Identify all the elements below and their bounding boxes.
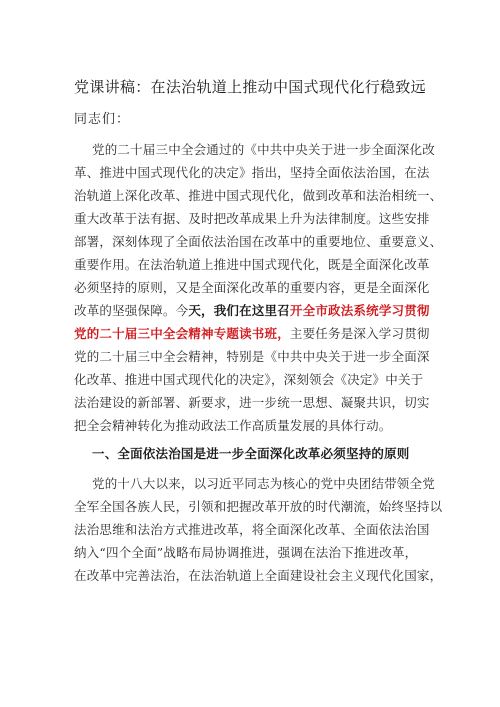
paragraph-line: 重要作用。在法治轨道上推进中国式现代化，既是全面深化改革	[74, 257, 430, 272]
paragraph-line: 法治建设的新部署、新要求，进一步统一思想、凝聚共识，切实	[74, 395, 430, 410]
paragraph-text: 主要任务是深入学习贯彻	[289, 326, 430, 341]
paragraph-line: 党的二十届三中全会通过的《中共中央关于进一步全面深化改	[92, 142, 435, 157]
paragraph-line: 党的十八大以来，以习近平同志为核心的党中央团结带领全党	[92, 476, 435, 491]
paragraph-line	[74, 301, 430, 319]
paragraph-line: 法治思维和法治方式推进改革，将全面深化改革、全面依法治国	[74, 522, 430, 537]
highlight-text: 党的二十届三中全会精神专题读书班，	[74, 326, 290, 341]
page-title: 党课讲稿：在法治轨道上推动中国式现代化行稳致远	[74, 78, 426, 96]
paragraph-line: 全军全国各族人民，引领和把握改革开放的时代潮流，始终坚持以	[74, 499, 443, 514]
paragraph-line: 党的二十届三中全会精神，特别是《中共中央关于进一步全面深	[74, 349, 430, 364]
greeting: 同志们：	[74, 112, 131, 127]
emphasis-text: 天，我们在这里召	[188, 303, 290, 318]
paragraph-line: 化改革、推进中国式现代化的决定》，深刻领会《决定》中关于	[74, 372, 424, 387]
paragraph-line: 纳入“四个全面”战略布局协调推进，强调在法治下推进改革，	[74, 545, 418, 560]
paragraph-line: 把全会精神转化为推动政法工作高质量发展的具体行动。	[74, 418, 392, 433]
paragraph-line: 在改革中完善法治，在法治轨道上全面建设社会主义现代化国家，	[74, 568, 443, 583]
paragraph-line: 重大改革于法有据、及时把改革成果上升为法律制度。这些安排	[74, 211, 430, 226]
paragraph-line: 部署，深刻体现了全面依法治国在改革中的重要地位、重要意义、	[74, 234, 443, 249]
section-heading: 一、全面依法治国是进一步全面深化改革必须坚持的原则	[92, 446, 410, 461]
paragraph-line: 治轨道上深化改革、推进中国式现代化，做到改革和法治相统一、	[74, 188, 443, 203]
highlight-text: 开全市政法系统学习贯彻	[289, 303, 430, 318]
paragraph-line: 必须坚持的原则，又是全面深化改革的重要内容，更是全面深化	[74, 280, 430, 295]
paragraph-text: 改革的坚强保障。今	[74, 303, 189, 318]
paragraph-line: 革、推进中国式现代化的决定》指出，坚持全面依法治国，在法	[74, 165, 430, 180]
paragraph-line	[74, 324, 430, 342]
